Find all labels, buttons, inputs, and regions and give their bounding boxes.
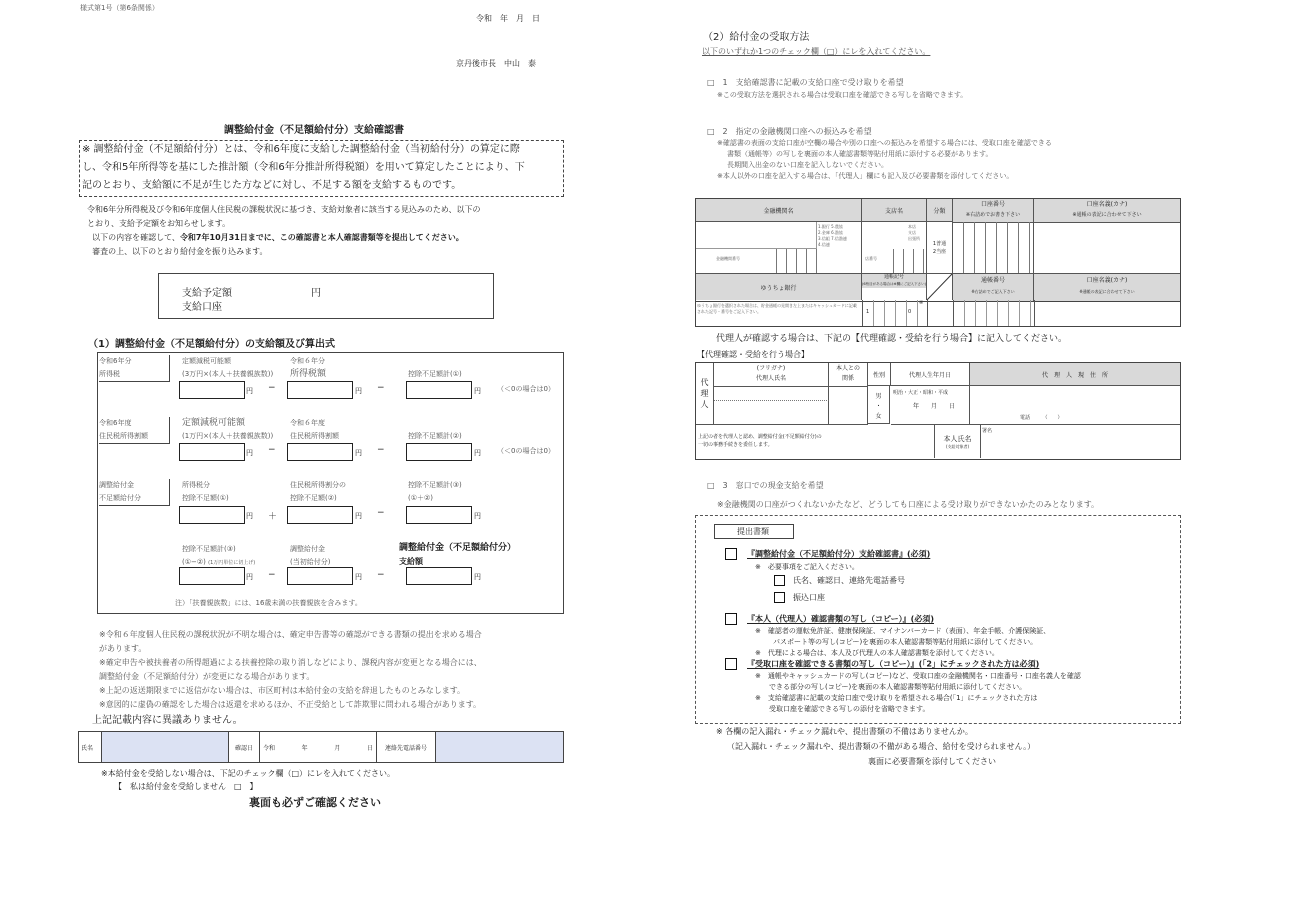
proxy-name-field[interactable] [714,401,829,425]
dob-field[interactable]: 明治・大正・昭和・平成 年 月 日 [891,386,970,425]
option2-notes: ※確認書の表面の支給口座が空欄の場合や別の口座への振込みを希望する場合には、受取口座を確認できる 書類（通帳等）の写しを裏面の本人確認書類等貼付用紙に添付する必要があります。 長期間入出金のない口座を記入しないでください。 ※本人以外の口座を記入する場合は、「代理人」欄にも記入及び必要書類を添付してください。 [717,139,1052,180]
account-kana-field[interactable] [1034,222,1180,274]
row1-a-field[interactable] [179,381,245,399]
row4-a-field[interactable] [179,567,245,585]
row2-b-label: 令和６年度 住民税所得割額 [290,419,339,440]
row1-c-label: 控除不足額計(①) [408,370,462,378]
yen-unit: 円 [311,288,321,299]
row2-a-field[interactable] [179,443,245,461]
addressee: 京丹後市長 中山 泰 [456,59,536,68]
branch-name-field[interactable]: 本店 支店 出張所 店番号 [862,222,927,274]
proxy-table: 代 理 人 (フリガナ) 代理人氏名 本人との 関係 性別 男 ・ 女 代理人生年月日 明治・大正・昭和・平成 年 月 日 代 理 人 現 住 所 電話 （ ） 上記の者を代理人と認め、調整給付金(不足額給付分)の 一切の事務手続きを委任します。 本人氏名 (支給対象者) 署名 [695,362,1181,460]
doc1-item[interactable]: 『調整給付金（不足額給付分）支給確認書』(必須) [725,548,930,560]
address-field[interactable]: 電話 （ ） [970,386,1180,425]
row4-a-label: 控除不足額計(③) (①−②) (1万円単位に切上げ) [182,545,256,566]
sex-field[interactable]: 男 ・ 女 [868,386,890,424]
doc2-checkbox[interactable] [725,613,737,625]
diagonal-slash [927,274,953,300]
diagonal-slash-icon [927,274,952,300]
decline-option[interactable]: 【 私は給付金を受給しません □ 】 [114,782,258,791]
row4-b-label: 調整給付金 (当初給付分) [290,545,331,566]
account-number-field[interactable] [953,222,1034,274]
proxy-title: 【代理確認・受給を行う場合】 [697,350,809,359]
option1-note: ※この受取方法を選択される場合は受取口座を確認できる写しを省略できます。 [717,91,968,99]
row4-c-label: 調整給付金（不足額給付分） 支給額 [399,543,517,566]
option3-note: ※金融機関の口座がつくれないかたなど、どうしても口座による受け取りができないかたのみとなります。 [717,500,1100,509]
row3-side-label: 調整給付金 不足額給付分 [99,479,170,506]
row3-a-label: 所得税分 控除不足額(①) [182,481,229,502]
row1-side-label: 令和6年分 所得税 [99,355,170,382]
final-note-3: 裏面に必要書類を添付してください [868,757,996,766]
option1-checkbox[interactable]: □ 1 支給確認書に記載の支給口座で受け取りを希望 [707,78,904,87]
doc1-checkbox[interactable] [725,548,737,560]
notice-box: ※ 調整給付金（不足額給付分）とは、令和6年度に支給した調整給付金（当初給付分）の算定に際 し、令和5年所得等を基にした推計額（令和6年分推計所得税額）を用いて算定したことにより、下 記のとおり、支給額に不足が生じた方などに対し、不足する額を支給するものです。 [79,140,564,197]
phone-field[interactable] [436,732,563,762]
yucho-symbol-field[interactable]: 1 0 ※ [862,300,928,326]
bank-table: 金融機関名 支店名 分類 口座番号 ※右詰めでお書き下さい 口座名義(カナ) ※通帳の表記に合わせて下さい 1.銀行 5.農協 2.金庫 6.漁協 3.信組 7.信漁連 4.信連 金融機関番号 本店 支店 出張所 店番号 1普通 2当座 ゆうちょ銀行 通帳記号 (6桁目がある場合は※欄にご記入下さい) 通帳番号 ※右詰めでご記入下さい 口座名義(カナ) ※通帳の表記に合わせて下さい [695,198,1181,302]
account-label: 支給口座 [182,302,222,313]
principal-signature-field[interactable]: 署名 [982,428,993,434]
no-objection: 上記記載内容に異議ありません。 [92,715,243,726]
page-title: 調整給付金（不足額給付分）支給確認書 [224,125,404,136]
row3-b-label: 住民税所得割分の 控除不足額(②) [290,481,346,502]
yucho-number-field[interactable] [953,300,1035,326]
row2-b-field[interactable] [287,443,353,461]
back-notice: 裏面も必ずご確認ください [249,796,381,809]
doc3-item[interactable]: 『受取口座を確認できる書類の写し（コピー）』(「2」にチェックされた方は必須) [725,658,1039,670]
doc1-sub1-checkbox[interactable] [774,575,785,586]
final-note-2: （記入漏れ・チェック漏れや、提出書類の不備がある場合、給付を受けられません。） [727,742,1036,751]
doc3-checkbox[interactable] [725,658,737,670]
row2-side-label: 令和6年度 住民税所得割額 [99,417,170,444]
section1-title: （1）調整給付金（不足額給付分）の支給額及び算出式 [88,339,335,350]
intro-text: 令和6年分所得税及び令和6年度個人住民税の課税状況に基づき、支給対象者に該当する見込みのため、以下の とおり、支給予定額をお知らせします。 以下の内容を確認して、令和7年10月31日までに、この確認書と本人確認書類等を提出してください。 審査の上、以下のとおり給付金を振り込みます。 [87,205,481,256]
row2-a-label: 定額減税可能額 (1万円×(本人＋扶養親族数)) [182,418,274,440]
instruction: 以下のいずれか1つのチェック欄（□）にレを入れてください。 [702,47,931,56]
section2-title: （2）給付金の受取方法 [703,32,810,43]
bank-name-field[interactable]: 1.銀行 5.農協 2.金庫 6.漁協 3.信組 7.信漁連 4.信連 金融機関番号 [696,222,862,274]
planned-amount-label: 支給予定額 [182,288,232,299]
doc1-sub2-checkbox[interactable] [774,592,785,603]
yucho-row: ゆうちょ銀行を選択された場合は、貯金通帳の見開き左上またはキャッシュカードに記載された記号・番号をご記入下さい。 1 0 ※ [695,300,1181,327]
doc1-sub2-item[interactable]: 振込口座 [774,592,825,603]
row1-c-field[interactable] [406,381,472,399]
documents-title: 提出書類 [714,524,794,539]
row1-b-label: 令和６年分 所得税額 [290,357,327,379]
row3-c-field[interactable] [406,506,472,524]
row1-a-label: 定額減税可能額 (3万円×(本人＋扶養親族数)) [182,357,274,378]
final-note-1: ※ 各欄の記入漏れ・チェック漏れや、提出書類の不備はありませんか。 [716,727,973,736]
confirm-date-field[interactable]: 令和 年 月 日 [260,732,377,762]
doc1-sub1-item[interactable]: 氏名、確認日、連絡先電話番号 [774,575,905,586]
option2-checkbox[interactable]: □ 2 指定の金融機関口座への振込みを希望 [707,127,872,136]
row3-a-field[interactable] [179,506,245,524]
date-line: 令和 年 月 日 [476,14,540,23]
yucho-kana-field[interactable] [1034,300,1180,326]
sign-row: 氏名 確認日 令和 年 月 日 連絡先電話番号 [78,731,564,763]
form-number: 様式第1号（第6条関係） [80,4,159,12]
row2-c-field[interactable] [406,443,472,461]
row3-c-label: 控除不足額計(③) (①＋②) [408,481,462,502]
row2-c-label: 控除不足額計(②) [408,432,462,440]
proxy-furigana-field[interactable] [714,386,829,401]
name-field[interactable] [102,732,229,762]
decline-note: ※本給付金を受給しない場合は、下記のチェック欄（□）にレを入れてください。 [101,769,396,778]
row1-b-field[interactable] [287,381,353,399]
row3-b-field[interactable] [287,506,353,524]
relation-field[interactable] [829,386,868,425]
row4-b-field[interactable] [287,567,353,585]
notes-block: ※令和６年度個人住民税の課税状況が不明な場合は、確定申告書等の確認ができる書類の提出を求める場合 があります。 ※確定申告や被扶養者の所得超過による扶養控除の取り消しなどにより、課税内容が変更となる場合には、 調整給付金（不足額給付分）が変更になる場合があります。 ※上記の返送期限までに返信がない場合は、市区町村は本給付金の支給を辞退したものとみなします。 ※意図的に虚偽の確認をした場合は返還を求めるほか、不正受給として詐欺罪に問われる場合があります。 [99,630,482,709]
row4-c-field[interactable] [406,567,472,585]
proxy-notice: 代理人が確認する場合は、下記の【代理確認・受給を行う場合】に記入してください。 [716,334,1068,344]
option3-checkbox[interactable]: □ 3 窓口での現金支給を希望 [707,481,824,490]
doc2-item[interactable]: 『本人（代理人）確認書類の写し（コピー）』(必須) [725,613,934,625]
calc-footnote: 注）「扶養親族数」には、16歳未満の扶養親族を含みます。 [175,599,362,607]
account-type-field[interactable]: 1普通 2当座 [927,222,953,274]
